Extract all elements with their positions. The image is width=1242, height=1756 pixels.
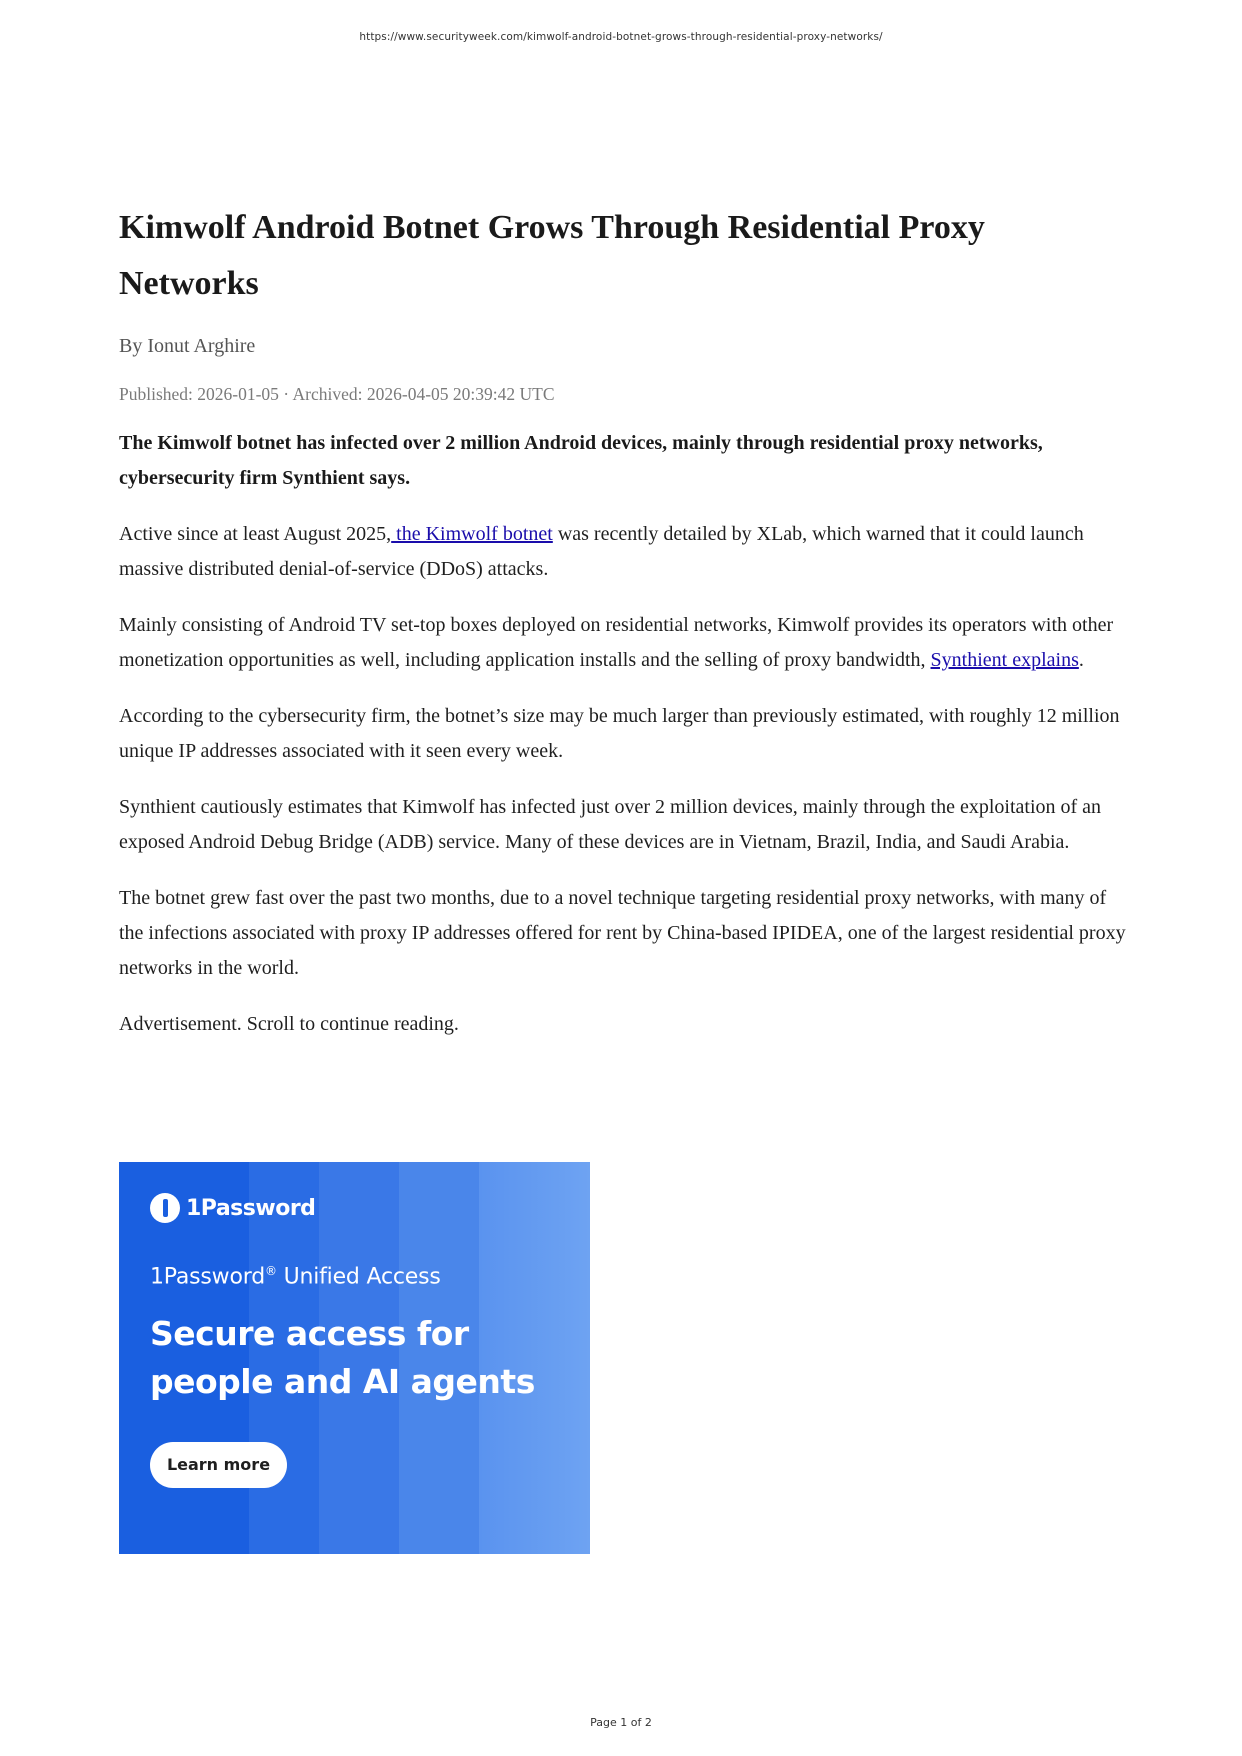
paragraph-1-text-after: was recently detailed by XLab, which warned that it could launch massive distributed denial-of-service (DDoS) attacks. (119, 523, 1084, 580)
ad-product-name (150, 1264, 441, 1289)
article-body (119, 208, 1129, 1042)
paragraph-2-text-after: . (1078, 649, 1084, 671)
article-lede: The Kimwolf botnet has infected over 2 million Android devices, mainly through residential proxy networks, cybersecurity firm Synthient says. (119, 432, 1043, 489)
page-number: Page 1 of 2 (590, 1716, 652, 1729)
ad-headline-line-1: Secure access for (150, 1314, 469, 1353)
ad-product-brand: 1Password (150, 1264, 265, 1290)
onepassword-logo-icon (150, 1193, 180, 1223)
learn-more-button[interactable]: Learn more (150, 1442, 287, 1488)
article-byline: By Ionut Arghire (119, 335, 256, 357)
paragraph-2 (119, 608, 1129, 678)
paragraph-2-text-before: Mainly consisting of Android TV set-top boxes deployed on residential networks, Kimwolf provides its operators with other monetization opportunities as well, including application installs and the selling of proxy bandwidth, (119, 614, 1114, 671)
article-meta: Published: 2026-01-05 · Archived: 2026-04-05 20:39:42 UTC (119, 384, 555, 404)
advertisement-label: Advertisement. Scroll to continue reading. (119, 1013, 459, 1035)
synthient-explains-link[interactable]: Synthient explains (930, 649, 1079, 671)
ad-brand-name: 1Password (186, 1195, 316, 1221)
registered-mark: ® (264, 1264, 277, 1278)
ad-headline (150, 1310, 570, 1406)
article-title: Kimwolf Android Botnet Grows Through Residential Proxy Networks (119, 209, 985, 302)
ad-brand-logo (150, 1192, 315, 1224)
kimwolf-botnet-link[interactable]: the Kimwolf botnet (391, 523, 553, 545)
paragraph-5: The botnet grew fast over the past two months, due to a novel technique targeting residential proxy networks, with many of the infections associated with proxy IP addresses offered for rent by China-based IPIDEA, one of the largest residential proxy networks in the world. (119, 887, 1126, 979)
ad-product-suffix: Unified Access (276, 1264, 441, 1290)
paragraph-1 (119, 517, 1129, 587)
advertisement-banner[interactable] (119, 1162, 590, 1554)
paragraph-3: According to the cybersecurity firm, the botnet’s size may be much larger than previously estimated, with roughly 12 million unique IP addresses associated with it seen every week. (119, 705, 1120, 762)
page-url-header: https://www.securityweek.com/kimwolf-android-botnet-grows-through-residential-proxy-networks/ (359, 31, 883, 43)
paragraph-4: Synthient cautiously estimates that Kimwolf has infected just over 2 million devices, mainly through the exploitation of an exposed Android Debug Bridge (ADB) service. Many of these devices are in Vietnam, Brazil, India, and Saudi Arabia. (119, 796, 1102, 853)
ad-headline-line-2: people and AI agents (150, 1362, 535, 1401)
paragraph-1-text-before: Active since at least August 2025, (119, 523, 392, 545)
